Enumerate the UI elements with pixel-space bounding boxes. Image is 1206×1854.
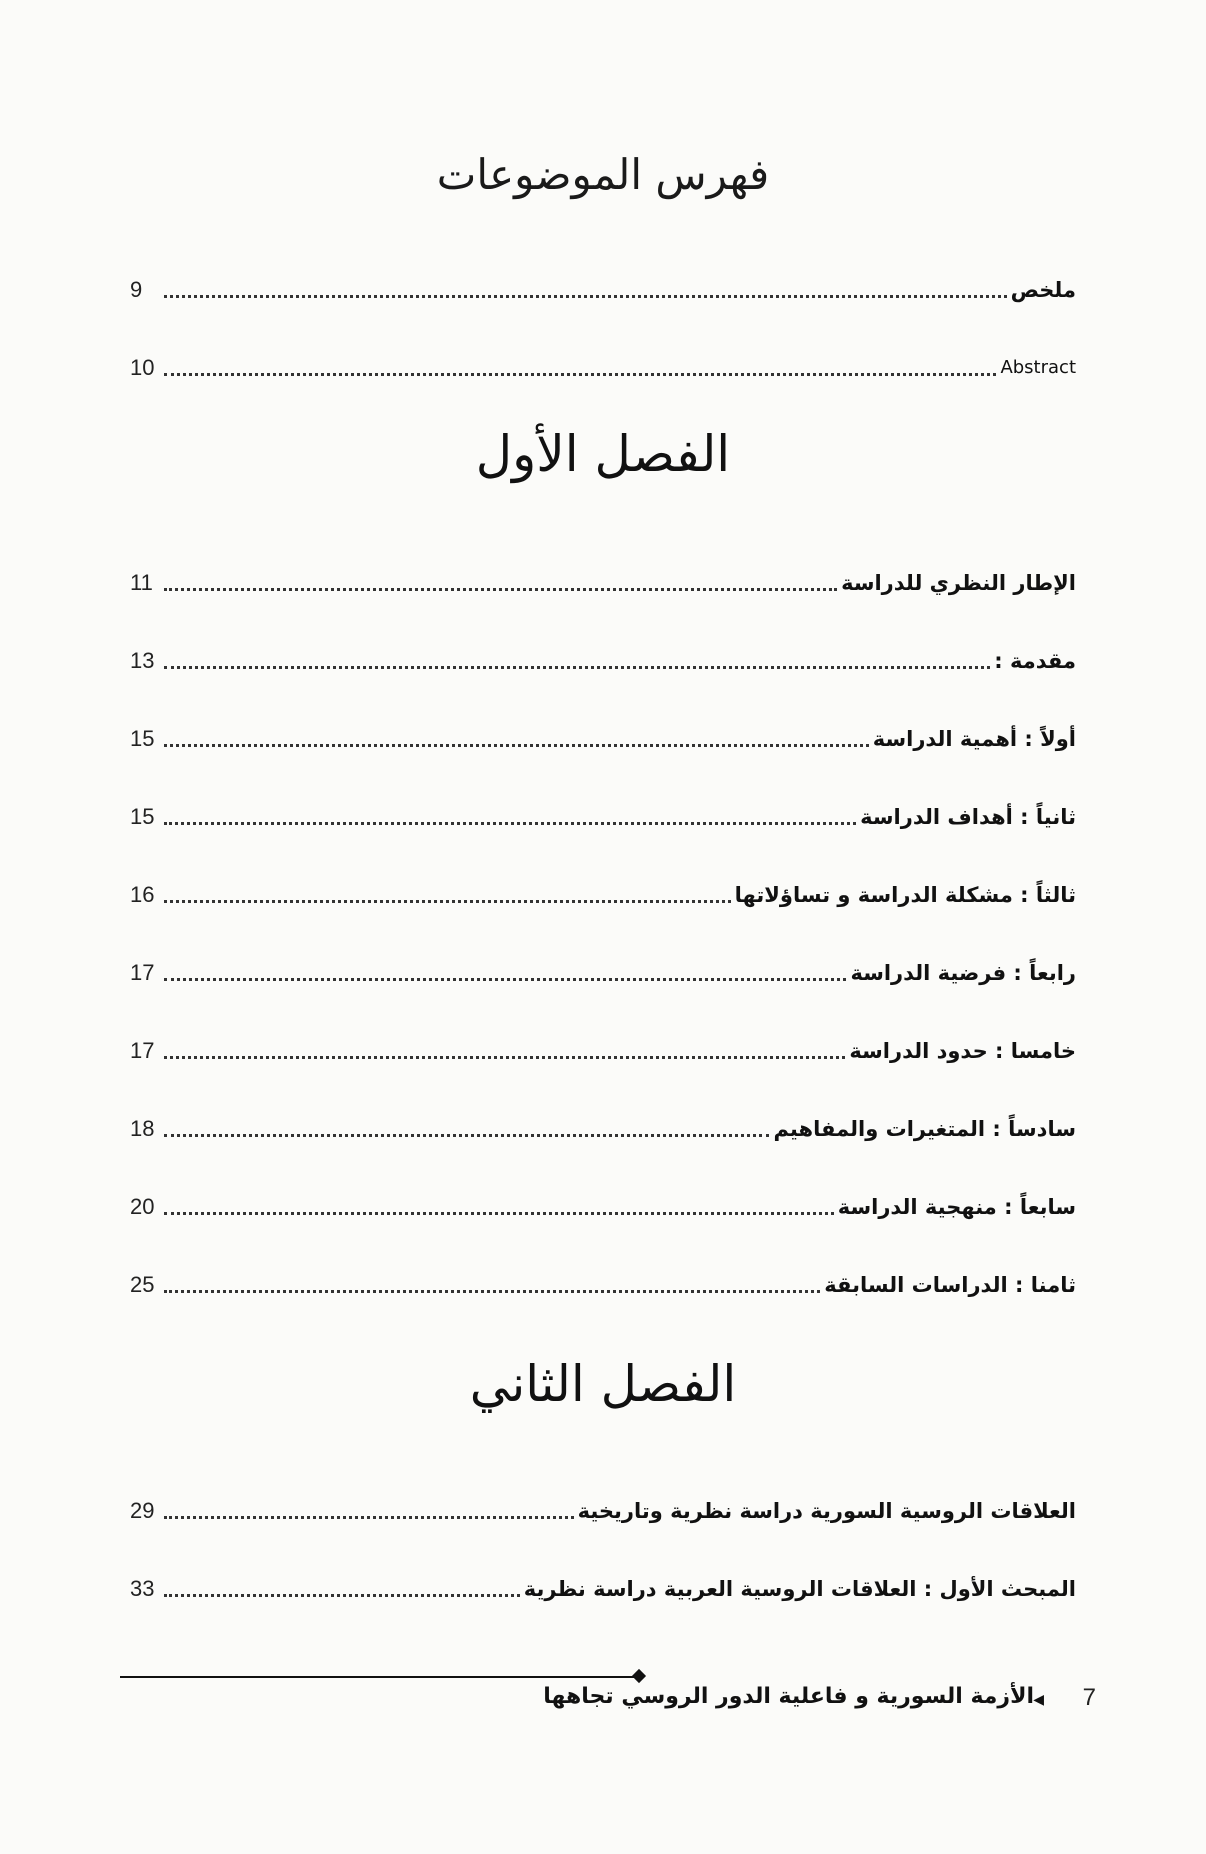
toc-label: رابعاً : فرضية الدراسة — [850, 961, 1076, 985]
toc-label: العلاقات الروسية السورية دراسة نظرية وتاريخية — [577, 1499, 1076, 1523]
toc-row-abstract[interactable] — [130, 343, 1076, 383]
leader-dots — [164, 1289, 820, 1293]
toc-page-number: 13 — [130, 648, 155, 673]
toc-page-number: 9 — [130, 277, 143, 302]
leader-dots — [164, 1133, 769, 1137]
toc-page-number: 17 — [130, 1038, 155, 1063]
toc-row[interactable] — [130, 792, 1076, 832]
toc-page-number: 15 — [130, 804, 155, 829]
leader-dots — [164, 1055, 845, 1059]
leader-dots — [164, 977, 846, 981]
toc-row[interactable] — [130, 714, 1076, 754]
toc-label: الإطار النظري للدراسة — [841, 571, 1076, 595]
toc-label: المبحث الأول : العلاقات الروسية العربية دراسة نظرية — [523, 1577, 1076, 1601]
toc-label: ثامنا : الدراسات السابقة — [824, 1273, 1076, 1297]
toc-page-number: 17 — [130, 960, 155, 985]
toc-row[interactable] — [130, 1104, 1076, 1144]
leader-dots — [164, 1211, 834, 1215]
toc-label: ملخص — [1010, 278, 1076, 302]
toc-page-number: 10 — [130, 355, 155, 380]
footer-rule — [120, 1676, 638, 1678]
toc-page-number: 15 — [130, 726, 155, 751]
toc-page-number: 29 — [130, 1498, 155, 1523]
toc-label: خامسا : حدود الدراسة — [849, 1039, 1076, 1063]
page-title: فهرس الموضوعات — [436, 150, 770, 199]
diamond-icon — [632, 1669, 646, 1683]
toc-row-summary[interactable] — [130, 265, 1076, 305]
toc-row[interactable] — [130, 948, 1076, 988]
toc-page-number: 33 — [130, 1576, 155, 1601]
leader-dots — [164, 899, 731, 903]
toc-label: Abstract — [1000, 357, 1076, 378]
toc-page-number: 16 — [130, 882, 155, 907]
leader-dots — [164, 1515, 574, 1519]
toc-row[interactable] — [130, 1260, 1076, 1300]
leader-dots — [164, 821, 856, 825]
leader-dots — [164, 587, 837, 591]
toc-row[interactable] — [130, 1564, 1076, 1604]
toc-row[interactable] — [130, 870, 1076, 910]
toc-label: أولاً : أهمية الدراسة — [872, 727, 1076, 751]
toc-label: سادساً : المتغيرات والمفاهيم — [773, 1117, 1076, 1141]
toc-row[interactable] — [130, 1486, 1076, 1526]
page-footer — [120, 1676, 1096, 1736]
toc-row[interactable] — [130, 1182, 1076, 1222]
leader-dots — [164, 294, 1007, 298]
toc-page-number: 25 — [130, 1272, 155, 1297]
leader-dots — [164, 372, 996, 376]
toc-label: سابعاً : منهجية الدراسة — [837, 1195, 1076, 1219]
toc-row[interactable] — [130, 1026, 1076, 1066]
toc-row[interactable] — [130, 636, 1076, 676]
toc-label: ثالثاً : مشكلة الدراسة و تساؤلاتها — [734, 883, 1076, 907]
toc-row[interactable] — [130, 558, 1076, 598]
toc-label: مقدمة : — [994, 649, 1076, 673]
chapter-two-heading: الفصل الثاني — [469, 1355, 737, 1413]
leader-dots — [164, 665, 990, 669]
toc-page-number: 20 — [130, 1194, 155, 1219]
toc-page-number: 18 — [130, 1116, 155, 1141]
running-title: الأزمة السورية و فاعلية الدور الروسي تجاهها — [543, 1684, 1034, 1709]
leader-dots — [164, 1593, 520, 1597]
chapter-one-heading: الفصل الأول — [475, 425, 731, 483]
toc-page-number: 11 — [130, 570, 153, 595]
triangle-pointer-icon: ◀ — [1033, 1692, 1044, 1708]
page-number: 7 — [1082, 1684, 1096, 1711]
toc-label: ثانياً : أهداف الدراسة — [860, 805, 1076, 829]
leader-dots — [164, 743, 869, 747]
